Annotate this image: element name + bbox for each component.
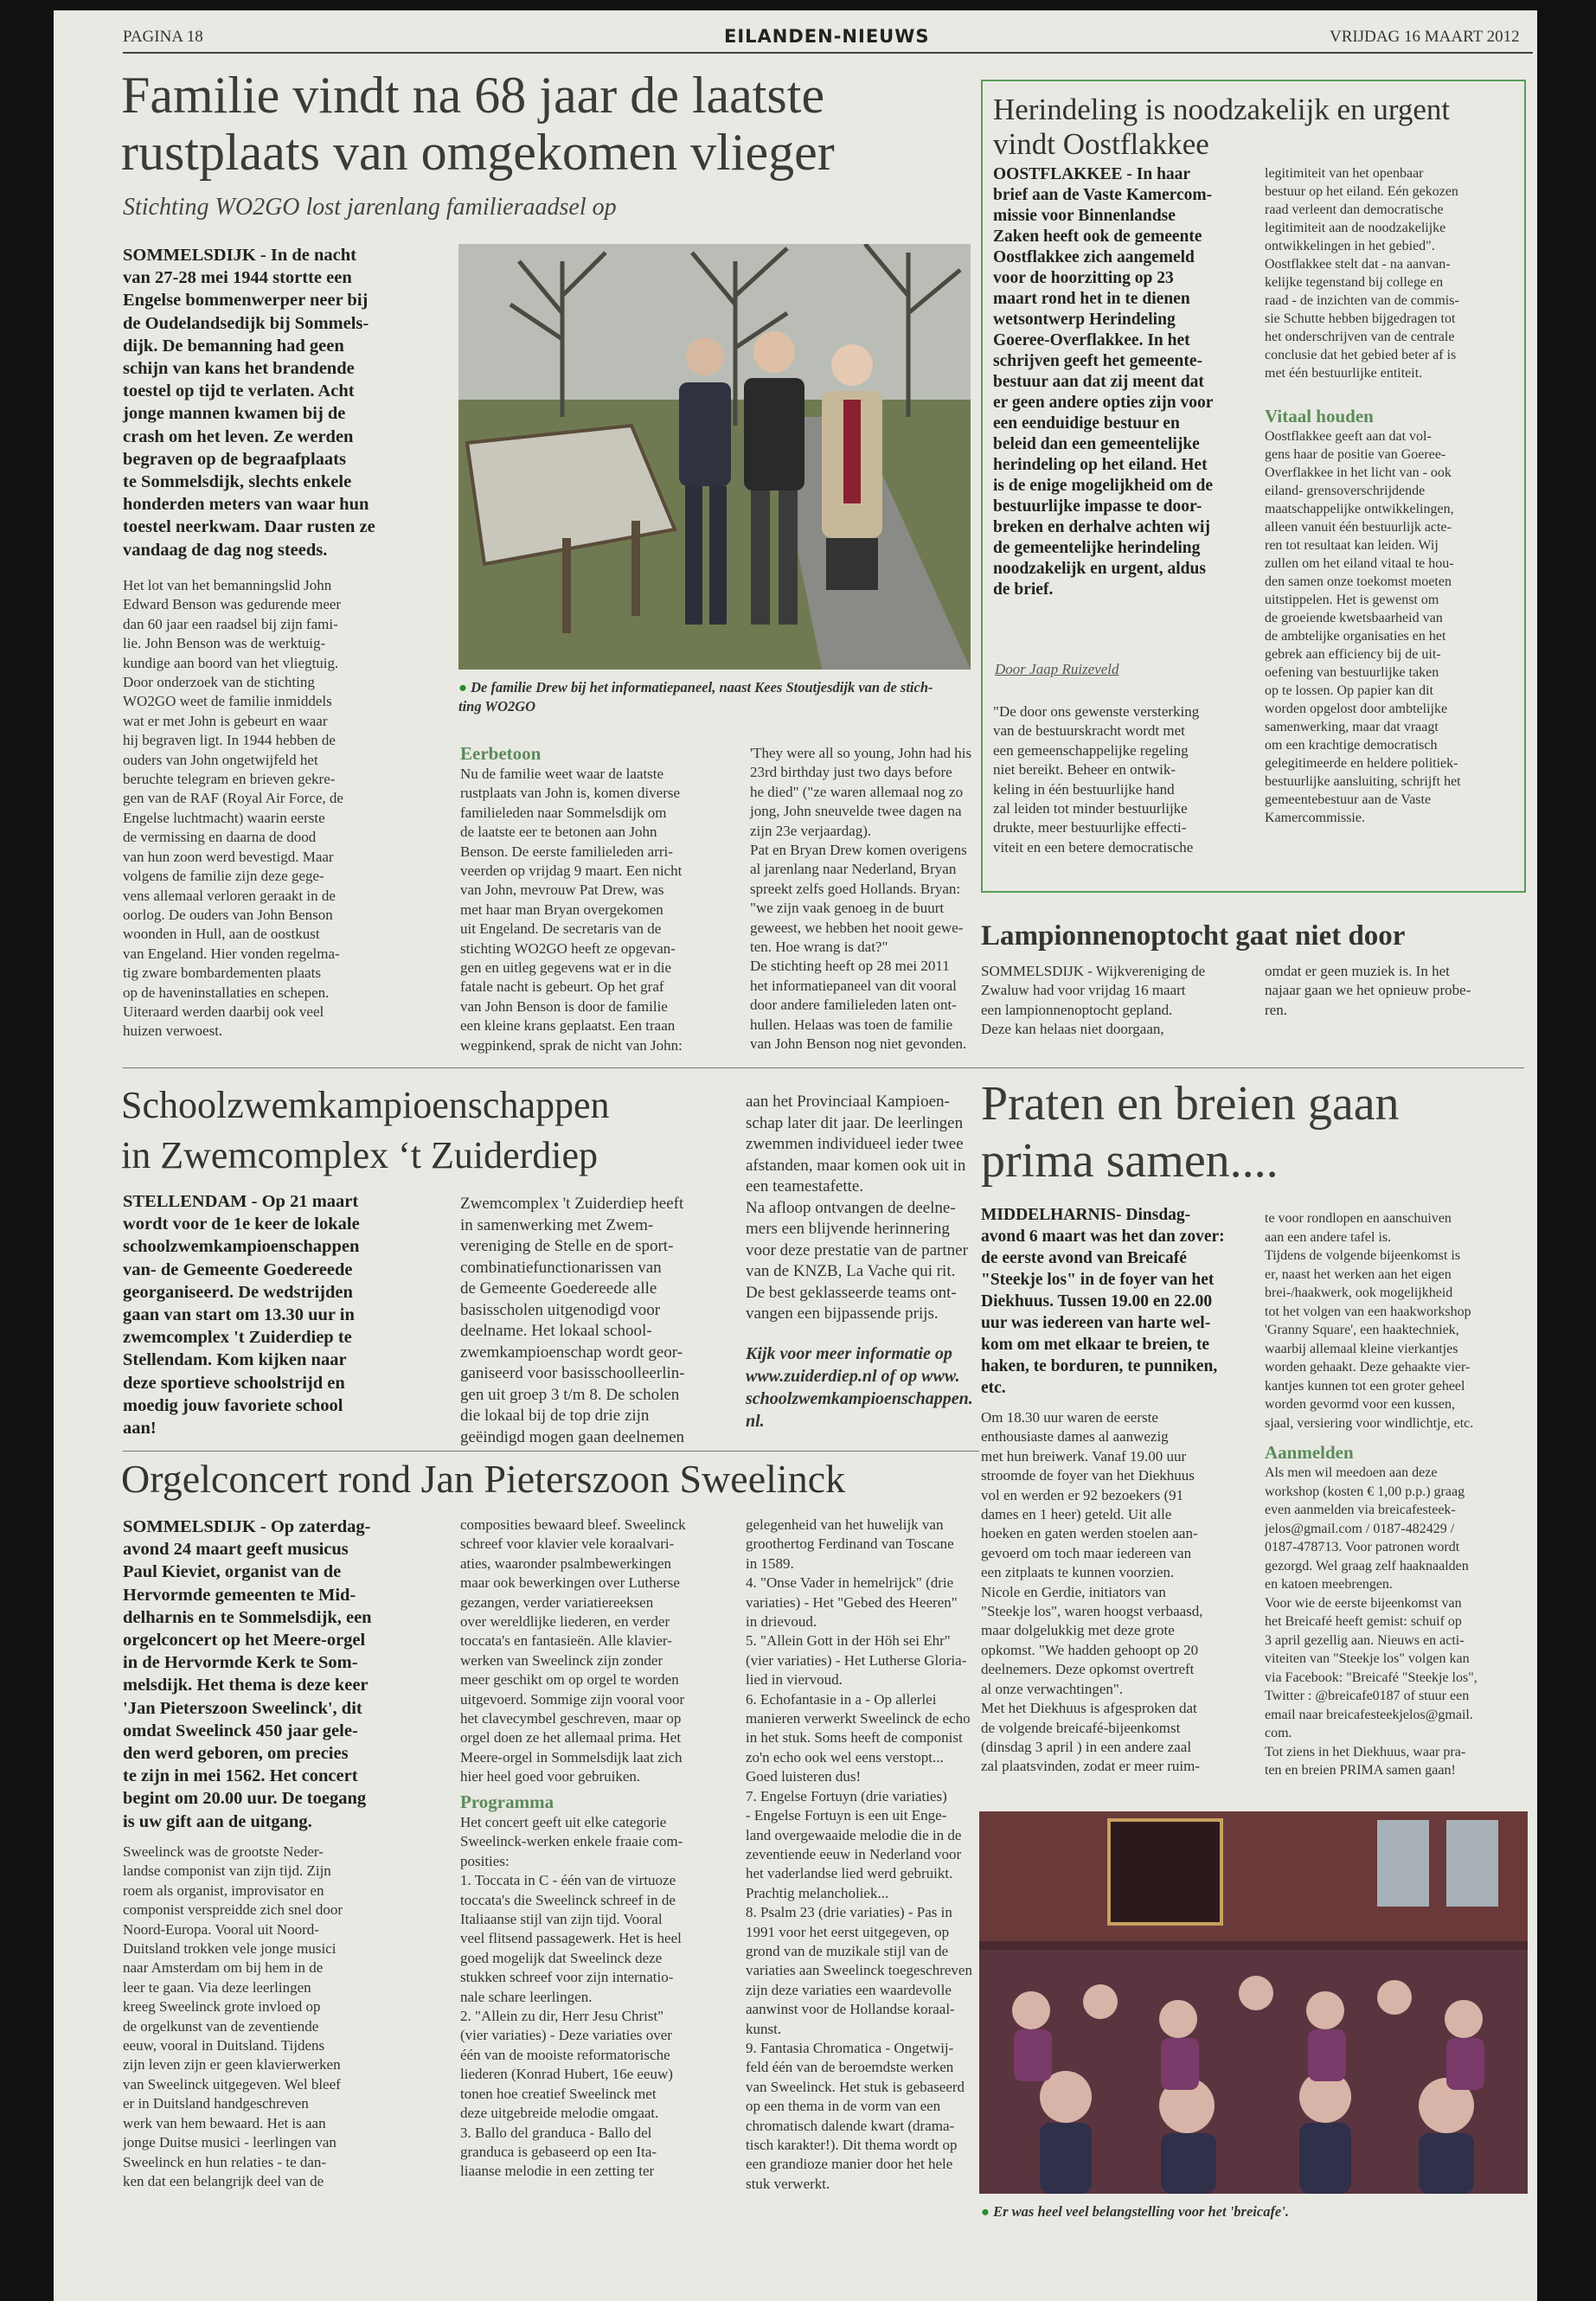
breicafe-photo [979,1811,1528,2194]
a6-column2b: Als men wil meedoen aan deze workshop (kosten € 1,00 p.p.) graag even aanmelden via breicafesteek- jelos@gmail.com / 0187-482429 / 0187-478713. Voor patronen wordt gezorgd. Wel graag zelf haaknaalden en katoen meebrengen. Voor wie de eerste bijeenkomst van het Breicafé heeft gemist: schuif op 3 april gezellig aan. Nieuws en acti- viteiten van "Steekje los" volgen kan via Facebook: "Breicafé "Steekje los", Twitter : @breicafe0187 of stuur een email naar breicafesteekjelos@gmail. com. Tot ziens in het Diekhuus, waar pra- ten en breien PRIMA samen gaan! [1265,1465,1477,1778]
a1-title-line1: Familie vindt na 68 jaar de laatste [121,67,825,124]
a5-title: Orgelconcert rond Jan Pieterszoon Sweelinck [121,1457,846,1501]
a4-column3: aan het Provinciaal Kampioen- schap later dit jaar. De leerlingen zwemmen individueel ieder twee afstanden, maar komen ook uit in een teamestafette. Na afloop ontvangen de deelne- mers een blijvende herinnering voor deze prestatie van de partner van de KNZB, La Vache qui rit. De best geklasseerde teams ont- vangen een bijpassende prijs. [746,1093,968,1323]
a6-subhead-aanmelden: Aanmelden [1265,1442,1354,1463]
a2-lead: OOSTFLAKKEE - In haar brief aan de Vaste Kamercom- missie voor Binnenlandse Zaken heeft ook de gemeente Oostflakkee zich aangemeld voor de hoorzitting op 23 maart rond het in te dienen wetsontwerp Herindeling Goeree-Overflakkee. In het schrijven geeft het gemeente- bestuur aan dat zij meent dat er geen andere opties zijn voor een eenduidige bestuur en beleid dan een gemeentelijke herindeling op het eiland. Het is de enige mogelijkheid om de bestuurlijke impasse te door- breken en derhalve achten wij de gemeentelijke herindeling noodzakelijk en urgent, aldus de brief. [993,165,1214,599]
a1-column2: Nu de familie weet waar de laatste rustplaats van John is, komen diverse familieleden naar Sommelsdijk om de laatste eer te betonen aan John Benson. De eerste familieleden arri- veerden op vrijdag 9 maart. Een nicht van John, mevrouw Pat Drew, was met haar man Bryan overgekomen uit Engeland. De secretaris van de stichting WO2GO heeft ze opgevan- gen en uitleg gegevens wat er in die fatale nacht is gebeurt. Op het graf van John Benson is door de familie een kleine krans geplaatst. Een traan wegpinkend, sprak de nicht van John: [460,766,683,1054]
a2-column2b: Oostflakkee geeft aan dat vol- gens haar de positie van Goeree- Overflakkee in het licht van - ook eiland- grensoverschrijdende maatschappelijke ontwikkelingen, alleen vanuit één bestuurlijk acte- ren tot resultaat kan leiden. Wij zullen om het eiland vitaal te hou- den samen onze toekomst moeten uitstippelen. Het is gewenst om de groeiende kwetsbaarheid van de ambtelijke organisaties en het gebrek aan efficiency bij de uit- oefening van bestuurlijke taken op te lossen. Op papier kan dit worden opgelost door ambtelijke samenwerking, maar dat vraagt om een krachtige democratisch gelegitimeerde en heldere politiek- bestuurlijke aansluiting, schrijft het gemeentebestuur aan de Vaste Kamercommissie. [1265,429,1461,825]
newspaper-page [54,10,1537,2301]
a4-title-line1: Schoolzwemkampioenschappen [121,1084,610,1126]
a4-lead: STELLENDAM - Op 21 maart wordt voor de 1e keer de lokale schoolzwemkampioenschappen van- de Gemeente Goedereede georganiseerd. De wedstrijden gaan van start om 13.30 uur in zwemcomplex 't Zuiderdiep te Stellendam. Kom kijken naar deze sportieve schoolstrijd en moedig jouw favoriete school aan! [123,1192,360,1439]
a1-column3: 'They were all so young, John had his 23rd birthday just two days before he died" ("ze waren allemaal nog zo jong, John sneuvelde twee dagen na zijn 23e verjaardag). Pat en Bryan Drew komen overigens al jarenlang naar Nederland, Bryan spreekt zelfs goed Hollands. Bryan: "we zijn vaak genoeg in de buurt geweest, we hebben het nooit gewe- ten. Hoe wrang is dat?" De stichting heeft op 28 mei 2011 het informatiepaneel van dit vooral door andere familieleden laten ont- hullen. Helaas was toen de familie van John Benson nog niet gevonden. [750,745,972,1053]
a3-title: Lampionnenoptocht gaat niet door [981,920,1406,952]
a3-column1: SOMMELSDIJK - Wijkvereniging de Zwaluw had voor vrijdag 16 maart een lampionnenoptocht gepland. Deze kan helaas niet doorgaan, [981,963,1206,1038]
a5-subhead-programma: Programma [460,1791,554,1812]
bullet-icon: ● [981,2203,990,2220]
a1-column1: Het lot van het bemanningslid John Edward Benson was gedurende meer dan 60 jaar een raadsel bij zijn fami- lie. John Benson was de werktuig- kundige aan boord van het vliegtuig. Door onderzoek van de stichting WO2GO weet de familie inmiddels wat er met John is gebeurt en waar hij begraven ligt. In 1944 hebben de ouders van John ongetwijfeld het beruchte telegram en brieven gekre- gen van de RAF (Royal Air Force, de Engelse luchtmacht) waarin eerste de vermissing en daarna de dood van hun zoon werd bevestigd. Maar volgens de familie zijn deze gege- vens allemaal verloren geraakt in de oorlog. De ouders van John Benson woonden in Hull, aan de oostkust van Engeland. Hier vonden regelma- tig zware bombardementen plaats op de haveninstallaties en schepen. Uiteraard werden daarbij ook veel huizen verwoest. [123,577,343,1040]
a5-column3: gelegenheid van het huwelijk van groothertog Ferdinand van Toscane in 1589. 4. "Onse Vader in hemelrijck" (drie variaties) - Het "Gebed des Heeren" in drievoud. 5. "Allein Gott in der Höh sei Ehr" (vier variaties) - Het Lutherse Gloria- lied in viervoud. 6. Echofantasie in a - Op allerlei manieren verwerkt Sweelinck de echo in het stuk. Soms heeft de componist zo'n echo ook wel eens verstopt... Goed luisteren dus! 7. Engelse Fortuyn (drie variaties) - Engelse Fortuyn is een uit Enge- land overgewaaide melodie die in de zeventiende eeuw in Nederland voor het vaderlandse lied werd gebruikt. Prachtig melancholiek... 8. Psalm 23 (drie variaties) - Pas in 1991 voor het eerst uitgegeven, op grond van de muzikale stijl van de variaties aan Sweelinck toegeschreven zijn deze variaties een waardevolle aanwinst voor de Hollandse koraal- kunst. 9. Fantasia Chromatica - Ongetwij- feld één van de beroemdste werken van Sweelinck. Het stuk is gebaseerd op een thema in de vorm van een chromatisch dalende kwart (drama- tisch karakter!). Dit thema wordt op een grandioze manier door het hele stuk verwerkt. [746,1516,972,2192]
a6-title-line2: prima samen.... [981,1134,1279,1188]
a1-subtitle: Stichting WO2GO lost jarenlang familieraadsel op [123,194,617,221]
a1-title-line2: rustplaats van omgekomen vlieger [121,124,835,181]
a4-more-info-link[interactable]: Kijk voor meer informatie op www.zuiderdiep.nl of op www. schoolzwemkampioenschappen. nl. [746,1344,973,1431]
a6-photo-caption: ● Er was heel veel belangstelling voor het 'breicafe'. [981,2203,1289,2220]
a4-column2: Zwemcomplex 't Zuiderdiep heeft in samenwerking met Zwem- vereniging de Stelle en de sport- combinatiefunctionarissen van de Gemeente Goedereede alle basisscholen uitgenodigd voor deelname. Het lokaal school- zwemkampioenschap wordt geor- ganiseerd voor basisschoolleerlin- gen uit groep 3 t/m 8. De scholen die lokaal bij de top drie zijn geëindigd mogen gaan deelnemen [460,1195,685,1446]
issue-date: VRIJDAG 16 MAART 2012 [1330,28,1520,46]
a5-column2: composities bewaard bleef. Sweelinck schreef voor klavier vele koraalvari- aties, waaronder psalmbewerkingen maar ook bewerkingen over Lutherse gezangen, verder variatiereeksen over wereldlijke liederen, en verder toccata's en fantasieën. Alle klavier- werken van Sweelinck zijn zonder meer geschikt om op orgel te worden uitgevoerd. Sommige zijn vooral voor het clavecymbel geschreven, maar op orgel doen ze het allemaal prima. Het Meere-orgel in Sommelsdijk laat zich hier heel goed voor gebruiken. [460,1516,686,1785]
a5-lead: SOMMELSDIJK - Op zaterdag- avond 24 maart geeft musicus Paul Kieviet, organist van de Hervormde gemeenten te Mid- delharnis en te Sommelsdijk, een orgelconcert op het Meere-orgel in de Hervormde Kerk te Som- melsdijk. Het thema is deze keer 'Jan Pieterszoon Sweelinck', dit omdat Sweelinck 450 jaar gele- den werd geboren, om precies te zijn in mei 1562. Het concert begint om 20.00 uur. De toegang is uw gift aan de uitgang. [123,1517,372,1831]
page-number: PAGINA 18 [123,28,203,46]
family-photo [458,244,971,670]
section-divider [123,1067,1524,1068]
a2-subhead-vitaal-houden: Vitaal houden [1265,406,1374,426]
a2-column2: legitimiteit van het openbaar bestuur op het eiland. Eén gekozen raad verleent dan democratische legitimiteit aan de noodzakelijke ontwikkelingen in het gebied". Oostflakkee stelt dat - na aanvan- kelijke tegenstand bij college en raad - de inzichten van de commis- sie Schutte hebben bijgedragen tot het onderschrijven van de centrale conclusie dat het gebied beter af is met één bestuurlijke entiteit. [1265,166,1459,381]
a2-byline: Door Jaap Ruizeveld [995,661,1119,677]
a2-title-line1: Herindeling is noodzakelijk en urgent [993,93,1451,126]
a3-column2: omdat er geen muziek is. In het najaar gaan we het opnieuw probe- ren. [1265,963,1471,1018]
a5-column1: Sweelinck was de grootste Neder- landse componist van zijn tijd. Zijn roem als organist, improvisator en componist verspreidde zich snel door Noord-Europa. Vooral uit Noord- Duitsland trokken vele jonge musici naar Amsterdam om bij hem in de leer te gaan. Via deze leerlingen kreeg Sweelinck grote invloed op de orgelkunst van de zeventiende eeuw, vooral in Duitsland. Tijdens zijn leven zijn er geen klavierwerken van Sweelinck uitgegeven. Wel bleef er in Duitsland handgeschreven werk van hem bewaard. Het is aan jonge Duitse musici - leerlingen van Sweelinck en hun relaties - te dan- ken dat een belangrijk deel van de [123,1843,343,2189]
a5-top-rule [123,1451,979,1452]
a1-subhead-eerbetoon: Eerbetoon [460,743,542,764]
a6-column1: Om 18.30 uur waren de eerste enthousiaste dames al aanwezig met hun breiwerk. Vanaf 19.00 uur stroomde de foyer van het Diekhuus vol en werden er 92 bezoekers (91 dames en 1 heer) geteld. Uit alle hoeken en gaten werden stoelen aan- gevoerd om toch maar iedereen van een zitplaats te kunnen voorzien. Nicole en Gerdie, initiators van "Steekje los", waren hoogst verbaasd, maar dolgelukkig met deze grote opkomst. "We hadden gehoopt op 20 deelnemers. Deze opkomst overtreft al onze verwachtingen". Met het Diekhuus is afgesproken dat de volgende breicafé-bijeenkomst (dinsdag 3 april ) in een andere zaal zal plaatsvinden, zodat er meer ruim- [981,1409,1203,1775]
a2-column1b: "De door ons gewenste versterking van de bestuurskracht wordt met een gemeenschappelijke regeling niet bereikt. Beheer en ontwik- keling in één bestuurlijke hand zal leiden tot minder bestuurlijke drukte, meer bestuurlijke effecti- viteit en een betere democratische [993,703,1200,856]
a4-title-line2: in Zwemcomplex ‘t Zuiderdiep [121,1134,599,1176]
bullet-icon: ● [458,679,467,695]
header-rule [123,52,1533,54]
a6-column2: te voor rondlopen en aanschuiven aan een andere tafel is. Tijdens de volgende bijeenkomst is er, naast het werken aan het eigen brei-/haakwerk, ook mogelijkheid tot het volgen van een haakworkshop 'Granny Square', een haaktechniek, waarbij allemaal kleine vierkantjes worden gehaakt. Deze gehaakte vier- kantjes kunnen tot een groter geheel worden gevormd voor een kussen, sjaal, versiering voor windlichtje, etc. [1265,1211,1474,1431]
a6-title-line1: Praten en breien gaan [981,1077,1400,1131]
a6-lead: MIDDELHARNIS- Dinsdag- avond 6 maart was het dan zover: de eerste avond van Breicafé "Steekje los" in de foyer van het Diekhuus. Tussen 19.00 en 22.00 uur was iedereen van harte wel- kom om met elkaar te breien, te haken, te borduren, te punniken, etc. [981,1206,1225,1397]
a5-column2b: Het concert geeft uit elke categorie Sweelinck-werken enkele fraaie com- posities: 1. Toccata in C - één van de virtuoze toccata's die Sweelinck schreef in de Italiaanse stijl van zijn tijd. Vooral veel flitsend passagewerk. Het is heel goed mogelijk dat Sweelinck deze stukken schreef voor zijn internatio- nale schare leerlingen. 2. "Allein zu dir, Herr Jesu Christ" (vier variaties) - Deze variaties over één van de mooiste reformatorische liederen (Konrad Hubert, 16e eeuw) tonen hoe creatief Sweelinck met deze uitgebreide melodie omgaat. 3. Ballo del granduca - Ballo del granduca is gebaseerd op een Ita- liaanse melodie in een zetting ter [460,1814,683,2180]
a1-photo-caption: ● De familie Drew bij het informatiepaneel, naast Kees Stoutjesdijk van de stich- ting WO2GO [458,679,933,715]
masthead: EILANDEN-NIEUWS [724,26,930,47]
a2-title-line2: vindt Oostflakkee [993,127,1209,161]
a1-lead: SOMMELSDIJK - In de nacht van 27-28 mei 1944 stortte een Engelse bommenwerper neer bij de Oudelandsedijk bij Sommels- dijk. De bemanning had geen schijn van kans het brandende toestel op tijd te verlaten. Acht jonge mannen kwamen bij de crash om het leven. Ze werden begraven op de begraafplaats te Sommelsdijk, slechts enkele honderden meters van waar hun toestel neerkwam. Daar rusten ze vandaag de dag nog steeds. [123,246,375,560]
